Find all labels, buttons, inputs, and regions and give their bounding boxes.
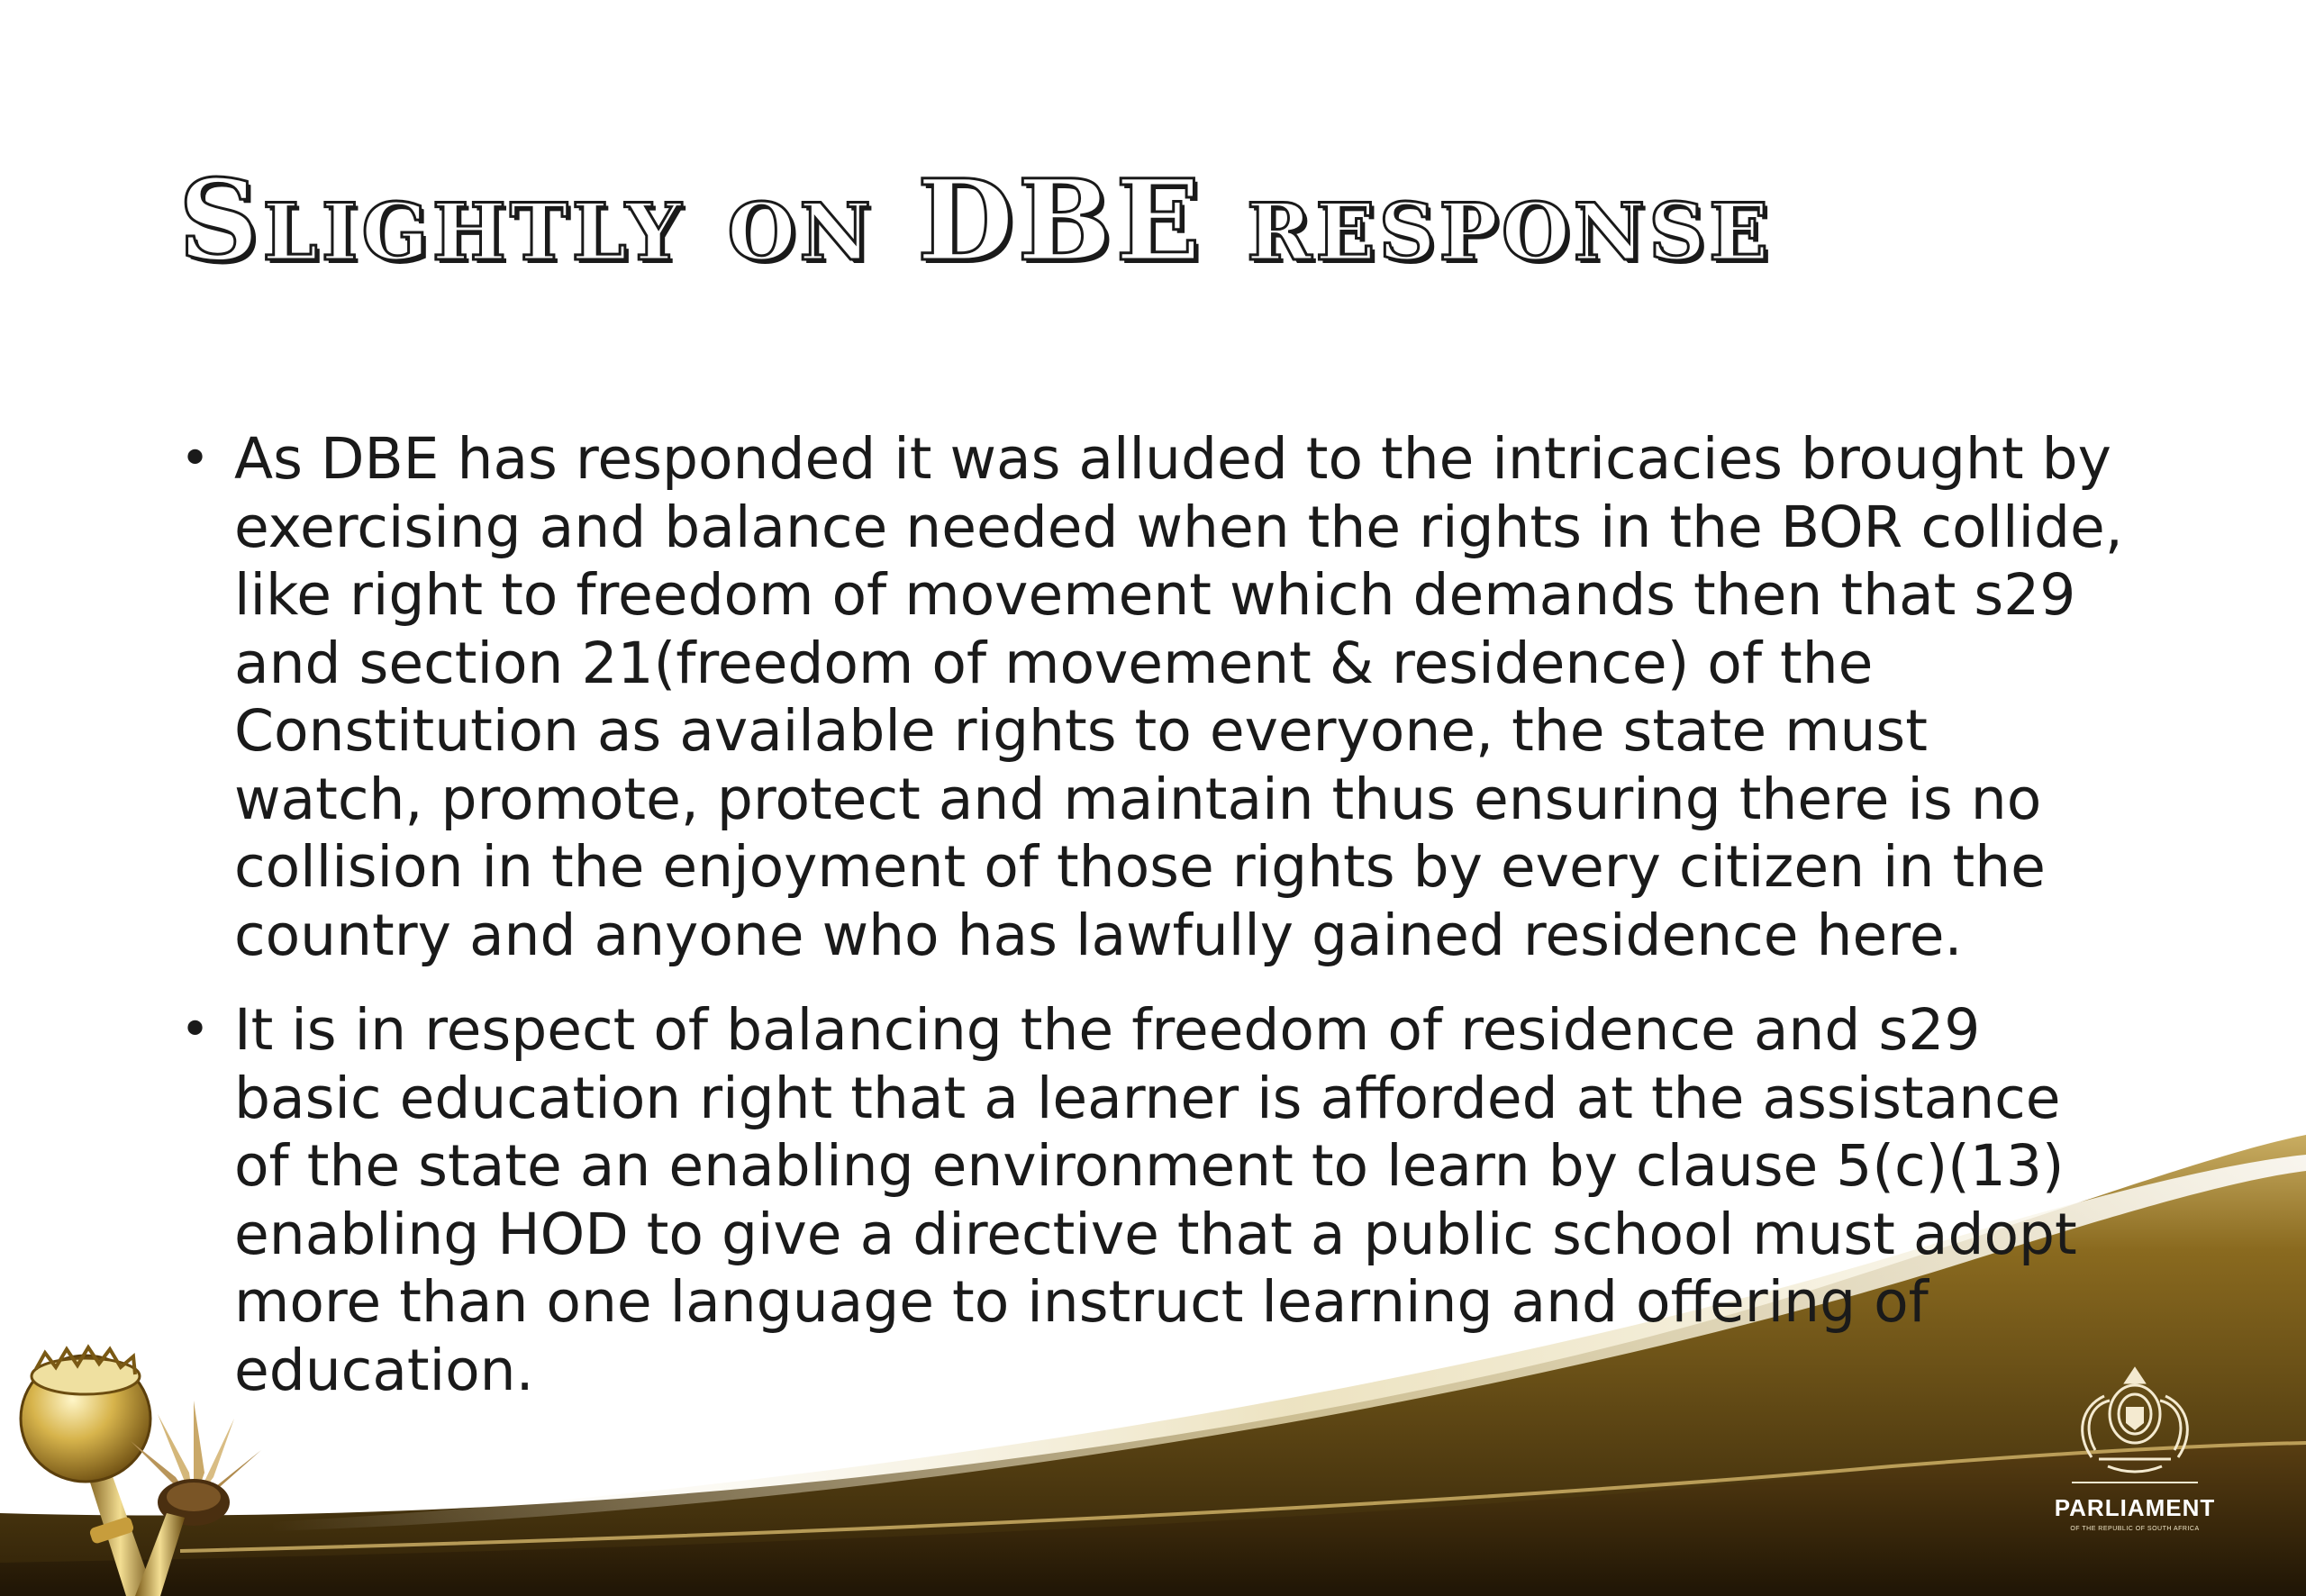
bullet-line: Constitution as available rights to everyone, the state must <box>234 698 1928 764</box>
bullet-marker: • <box>180 430 211 488</box>
bullet-line: country and anyone who has lawfully gained residence here. <box>234 902 1963 968</box>
bullet-list <box>178 425 2142 1431</box>
coat-of-arms-icon <box>2063 1351 2207 1486</box>
bullet-item <box>178 996 2142 1404</box>
bullet-marker: • <box>180 1001 211 1059</box>
bullet-line: like right to freedom of movement which demands then that s29 <box>234 562 2076 628</box>
bullet-line: enabling HOD to give a directive that a public school must adopt <box>234 1201 2077 1267</box>
bullet-line: more than one language to instruct learning and offering of <box>234 1269 1929 1335</box>
parliament-name: PARLIAMENT <box>2054 1494 2216 1521</box>
bullet-line: collision in the enjoyment of those rights by every citizen in the <box>234 834 2046 900</box>
parliament-subtitle: OF THE REPUBLIC OF SOUTH AFRICA <box>2070 1526 2200 1532</box>
bullet-line: It is in respect of balancing the freedom of residence and s29 <box>234 997 1981 1063</box>
bullet-line: exercising and balance needed when the rights in the BOR collide, <box>234 494 2123 560</box>
bullet-line: and section 21(freedom of movement & residence) of the <box>234 630 1874 696</box>
bullet-line: of the state an enabling environment to learn by clause 5(c)(13) <box>234 1133 2065 1199</box>
bullet-item <box>178 425 2142 969</box>
bullet-line: watch, promote, protect and maintain thus ensuring there is no <box>234 766 2042 832</box>
slide-title: Slightly on DBE response <box>178 156 1773 286</box>
bullet-line: As DBE has responded it was alluded to the intricacies brought by <box>234 426 2111 492</box>
parliament-logo <box>2045 1351 2225 1532</box>
bullet-line: education. <box>234 1337 534 1403</box>
bullet-line: basic education right that a learner is afforded at the assistance <box>234 1065 2061 1131</box>
